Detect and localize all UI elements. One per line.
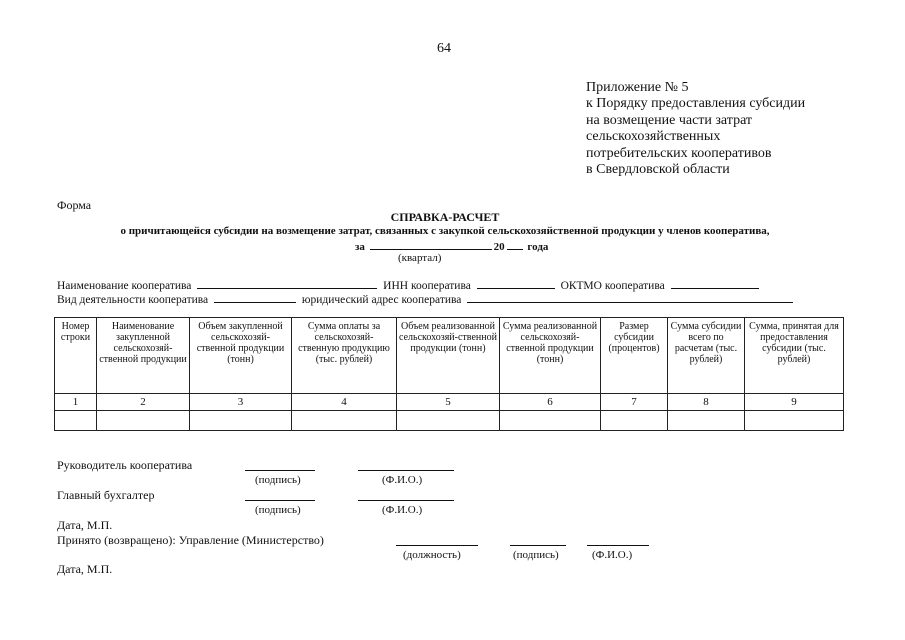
column-number: 5 bbox=[397, 394, 500, 411]
period-blank bbox=[370, 239, 492, 250]
column-header: Сумма субсидии всего по расчетам (тыс. рублей) bbox=[668, 318, 745, 394]
table-cell bbox=[190, 411, 292, 431]
oktmo-label: ОКТМО кооператива bbox=[560, 280, 665, 292]
column-header: Сумма, принятая для предоставления субсидии (тыс. рублей) bbox=[745, 318, 844, 394]
accepted-signature-line bbox=[510, 545, 566, 546]
head-signature-line bbox=[245, 470, 315, 471]
date-stamp-label: Дата, М.П. bbox=[57, 518, 113, 532]
table-cell bbox=[292, 411, 397, 431]
coop-info-row bbox=[57, 278, 762, 292]
head-name-line bbox=[358, 470, 454, 471]
table-cell bbox=[668, 411, 745, 431]
position-caption: (должность) bbox=[403, 549, 461, 561]
address-label: юридический адрес кооператива bbox=[301, 294, 462, 306]
year-blank bbox=[507, 239, 523, 250]
activity-blank bbox=[214, 292, 296, 303]
column-header: Объем реализованной сельскохозяй-ственной продукции (тонн) bbox=[397, 318, 500, 394]
inn-label: ИНН кооператива bbox=[383, 280, 471, 292]
appendix-note bbox=[586, 80, 805, 178]
name-caption: (Ф.И.О.) bbox=[382, 474, 423, 486]
table-cell bbox=[55, 411, 97, 431]
column-number: 9 bbox=[745, 394, 844, 411]
column-header: Объем закупленной сельскохозяй-ственной продукции (тонн) bbox=[190, 318, 292, 394]
table-cell bbox=[397, 411, 500, 431]
appendix-line: сельскохозяйственных bbox=[586, 129, 721, 145]
column-number: 2 bbox=[97, 394, 190, 411]
table-cell bbox=[500, 411, 601, 431]
accepted-name-line bbox=[587, 545, 649, 546]
table-cell bbox=[745, 411, 844, 431]
accepted-label: Принято (возвращено): Управление (Министерство) bbox=[57, 533, 324, 547]
inn-blank bbox=[477, 278, 555, 289]
document-subtitle: о причитающейся субсидии на возмещение затрат, связанных с закупкой сельскохозяйственной продукции у членов кооператива, bbox=[120, 225, 770, 237]
name-caption: (Ф.И.О.) bbox=[592, 549, 633, 561]
column-header: Наименование закупленной сельскохозяй-ственной продукции bbox=[97, 318, 190, 394]
head-label: Руководитель кооператива bbox=[57, 458, 193, 472]
period-prefix: за bbox=[355, 241, 365, 253]
appendix-line: на возмещение части затрат bbox=[586, 112, 753, 128]
column-number: 4 bbox=[292, 394, 397, 411]
appendix-line: Приложение № 5 bbox=[586, 80, 689, 95]
column-number: 8 bbox=[668, 394, 745, 411]
name-caption: (Ф.И.О.) bbox=[382, 504, 423, 516]
signature-caption: (подпись) bbox=[255, 504, 301, 516]
coop-name-blank bbox=[197, 278, 377, 289]
period-suffix: года bbox=[527, 241, 549, 253]
table-header-row bbox=[55, 318, 844, 394]
column-number: 1 bbox=[55, 394, 97, 411]
page-number: 64 bbox=[437, 41, 451, 56]
appendix-line: в Свердловской области bbox=[586, 162, 730, 178]
column-number: 7 bbox=[601, 394, 668, 411]
table-row bbox=[55, 394, 844, 411]
accountant-label: Главный бухгалтер bbox=[57, 488, 155, 502]
column-number: 6 bbox=[500, 394, 601, 411]
period-year: 20 bbox=[493, 241, 505, 253]
accountant-signature-line bbox=[245, 500, 315, 501]
signature-caption: (подпись) bbox=[255, 474, 301, 486]
accountant-name-line bbox=[358, 500, 454, 501]
position-line bbox=[396, 545, 478, 546]
form-label: Форма bbox=[57, 198, 92, 212]
activity-info-row bbox=[57, 292, 796, 306]
table-cell bbox=[97, 411, 190, 431]
column-header: Сумма оплаты за сельскохозяй-ственную продукцию (тыс. рублей) bbox=[292, 318, 397, 394]
oktmo-blank bbox=[671, 278, 759, 289]
table-row bbox=[55, 411, 844, 431]
activity-label: Вид деятельности кооператива bbox=[57, 294, 209, 306]
coop-name-label: Наименование кооператива bbox=[57, 280, 192, 292]
column-header: Размер субсидии (процентов) bbox=[601, 318, 668, 394]
calculation-table bbox=[54, 317, 844, 431]
period-line bbox=[355, 239, 548, 253]
table-cell bbox=[601, 411, 668, 431]
signature-caption: (подпись) bbox=[513, 549, 559, 561]
column-header: Сумма реализованной сельскохозяй-ственной продукции (тонн) bbox=[500, 318, 601, 394]
date-stamp-label: Дата, М.П. bbox=[57, 562, 113, 576]
appendix-line: к Порядку предоставления субсидии bbox=[586, 96, 806, 112]
address-blank bbox=[467, 292, 793, 303]
column-number: 3 bbox=[190, 394, 292, 411]
appendix-line: потребительских кооперативов bbox=[586, 145, 772, 161]
document-title: СПРАВКА-РАСЧЕТ bbox=[390, 210, 500, 224]
column-header: Номер строки bbox=[55, 318, 97, 394]
quarter-caption: (квартал) bbox=[398, 252, 442, 264]
